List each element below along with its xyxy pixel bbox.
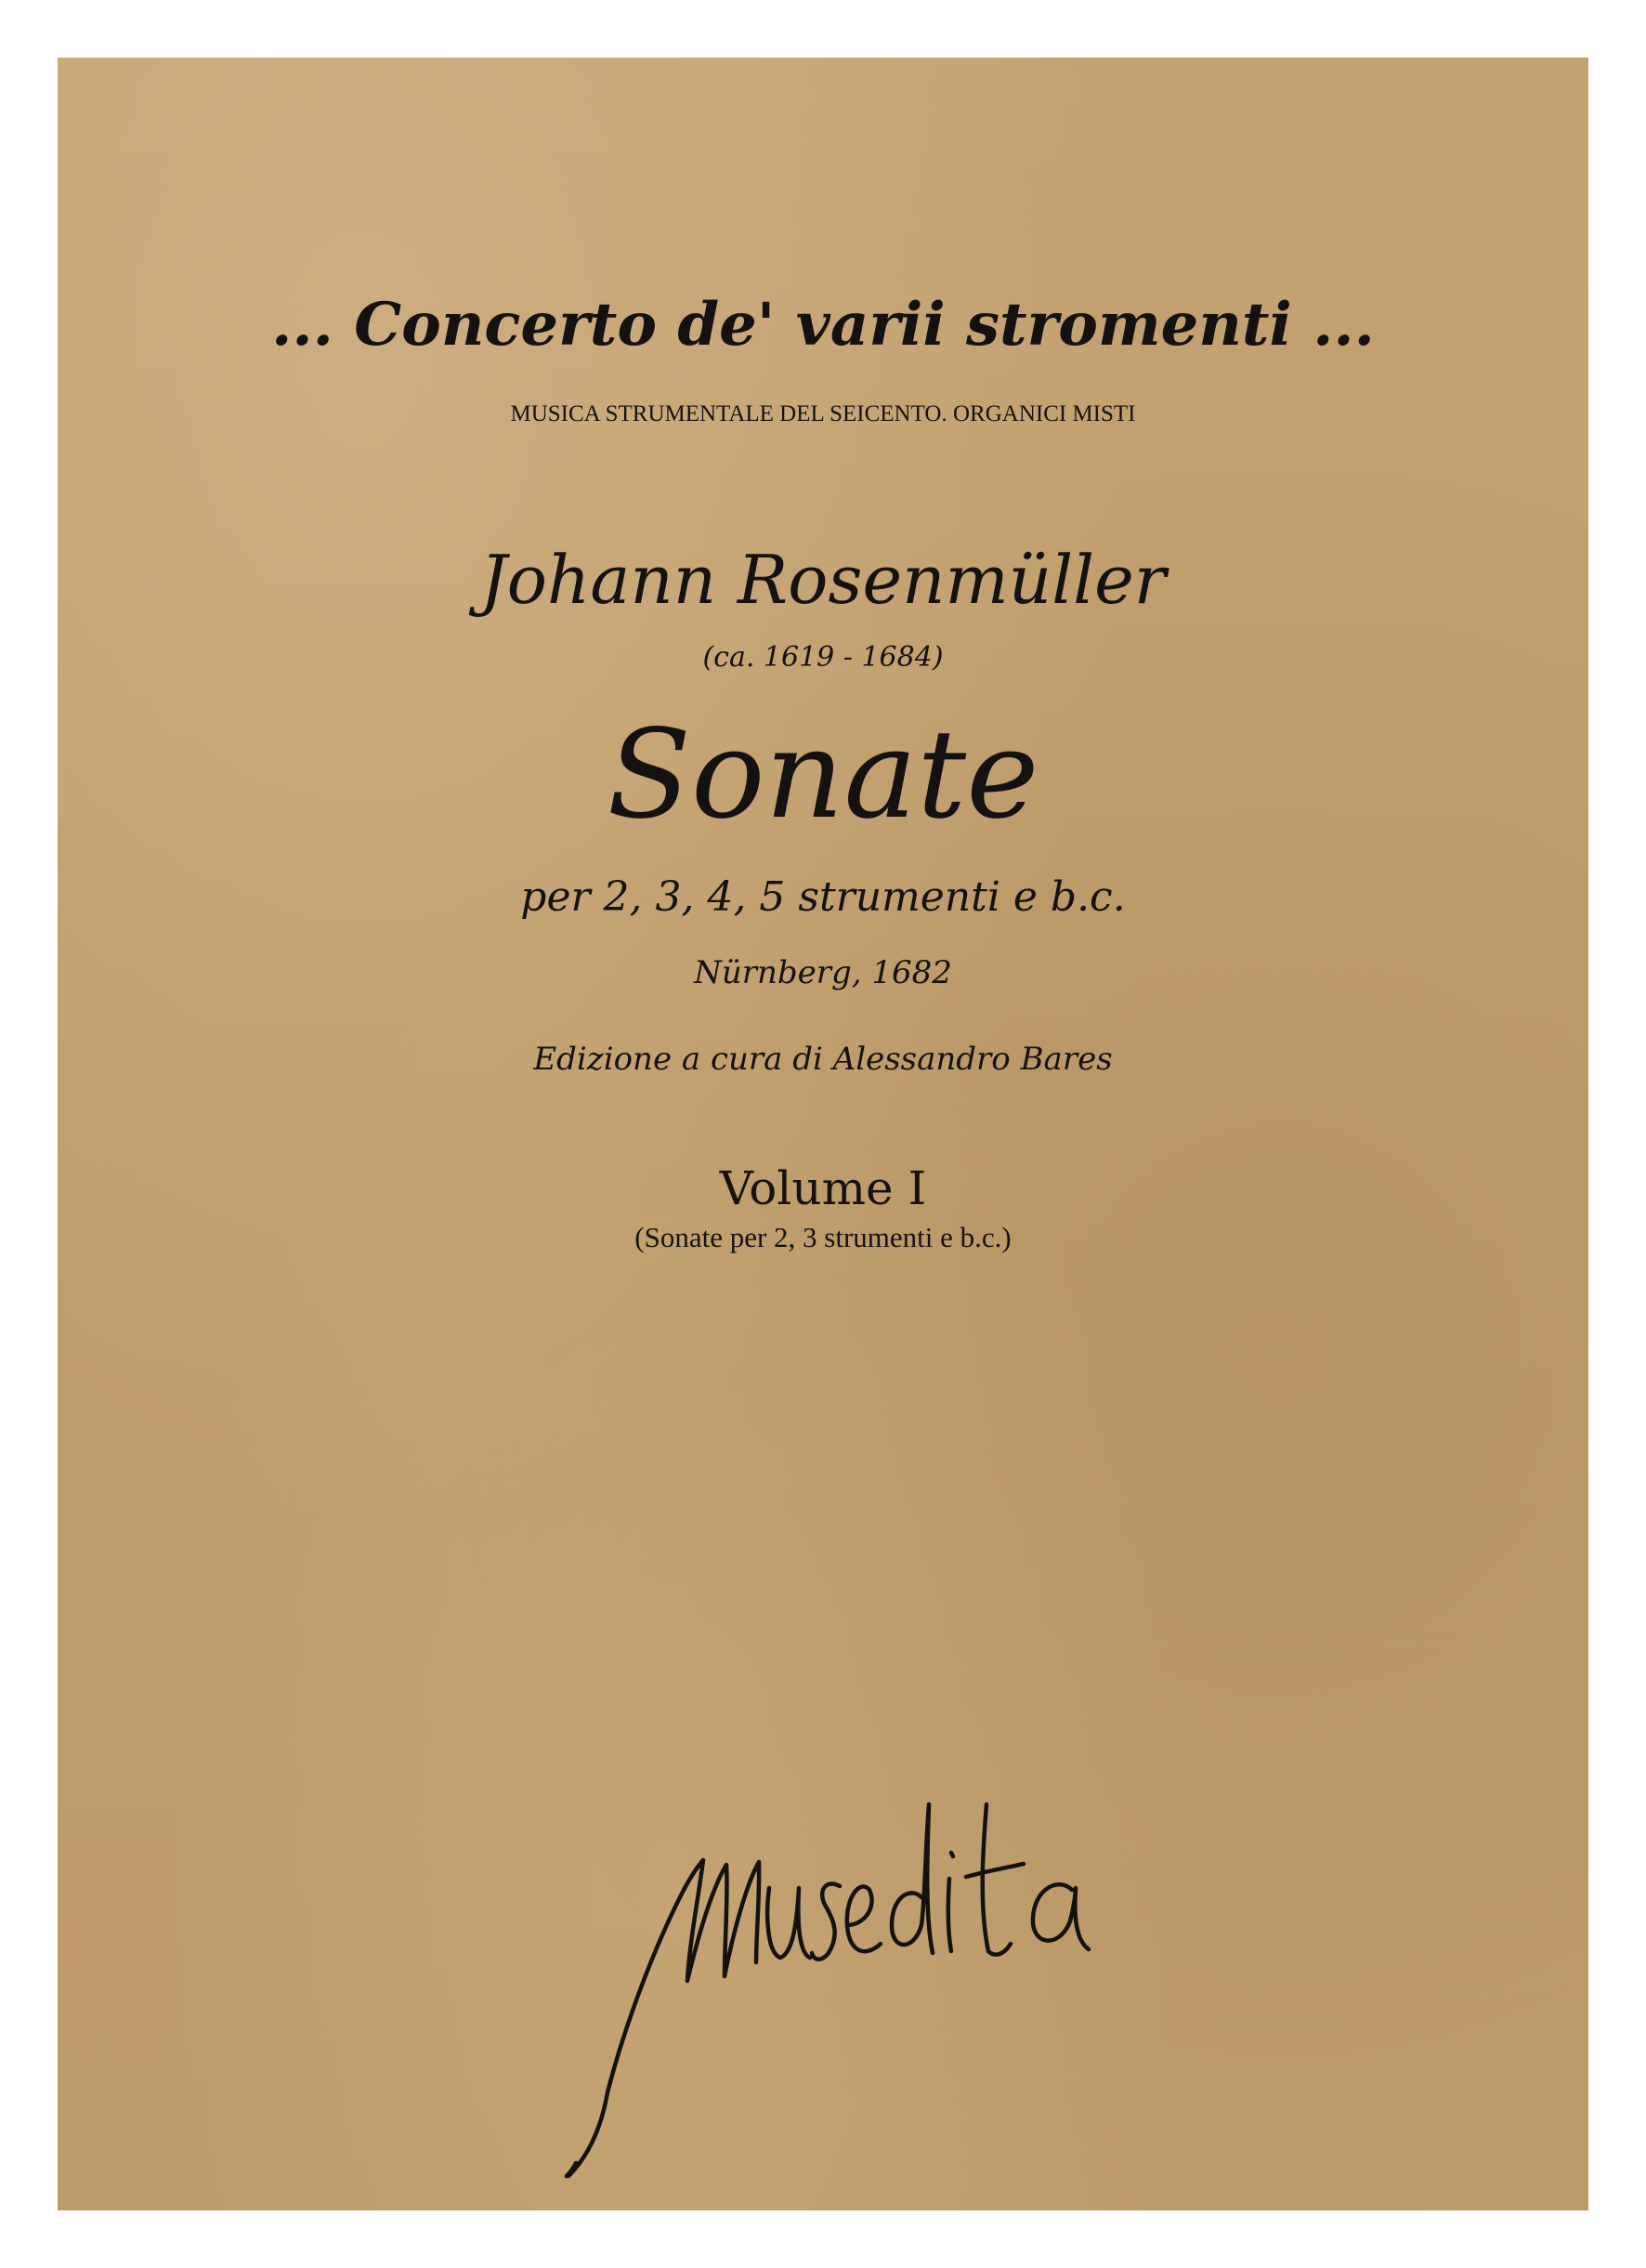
series-title: ... Concerto de' varii stromenti ... xyxy=(271,290,1375,360)
composer-dates: (ca. 1619 - 1684) xyxy=(702,641,944,674)
series-subtitle: MUSICA STRUMENTALE DEL SEICENTO. ORGANICI MISTI xyxy=(510,401,1136,426)
volume-label: Volume I xyxy=(719,1161,927,1215)
work-scoring: per 2, 3, 4, 5 strumenti e b.c. xyxy=(520,873,1126,921)
publication-place-date: Nürnberg, 1682 xyxy=(694,954,952,991)
work-title: Sonate xyxy=(607,703,1039,846)
cover-page xyxy=(58,58,1588,2210)
volume-contents: (Sonate per 2, 3 strumenti e b.c.) xyxy=(634,1221,1012,1253)
composer-name: Johann Rosenmüller xyxy=(479,541,1167,619)
editor-credit: Edizione a cura di Alessandro Bares xyxy=(533,1041,1113,1078)
publisher-signature-logo xyxy=(550,1767,1163,2195)
